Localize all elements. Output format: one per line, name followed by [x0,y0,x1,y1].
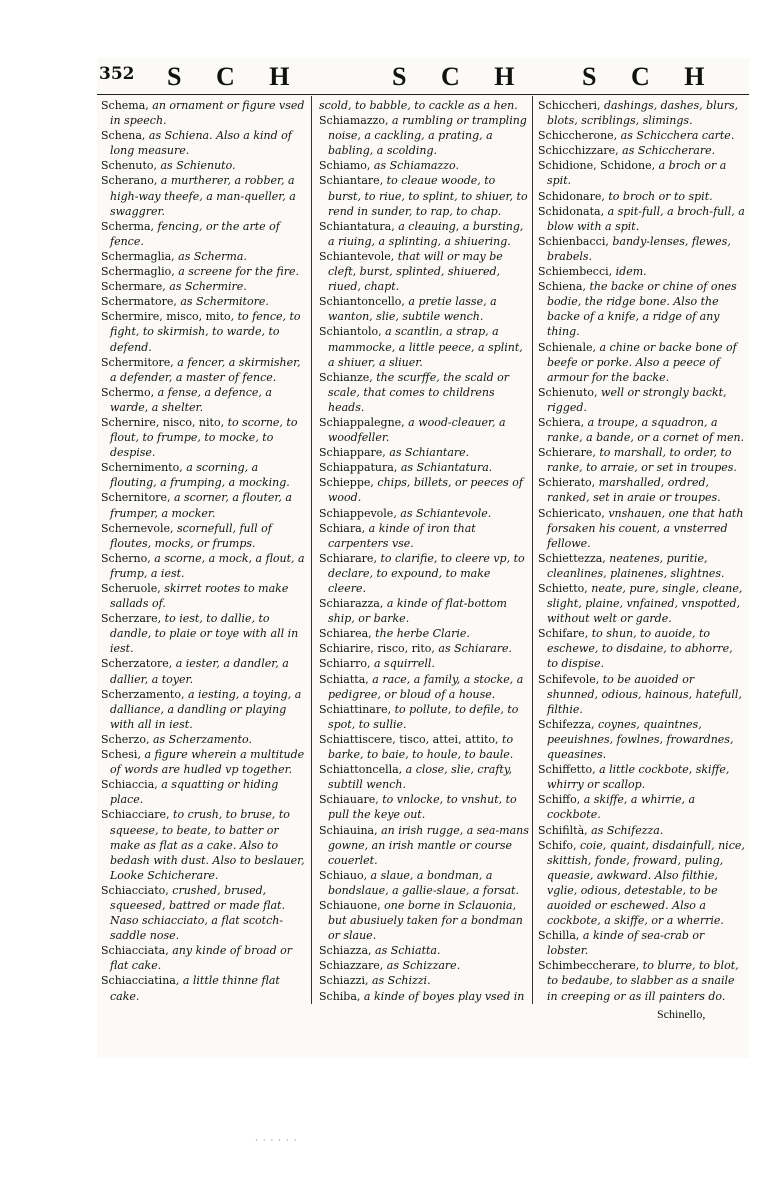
definition: a fencer, a skirmisher, a defender, a master of fence. [110,355,301,384]
headword: Schiembecci, [538,265,613,279]
definition: as Schienuto. [157,159,236,173]
definition: to iest, to dallie, to dandle, to plaie or toye with all in iest. [110,612,299,656]
definition: to scorne, to flout, to frumpe, to mocke, to despise. [110,415,298,460]
headword: Schesi, [101,748,141,762]
definition: to marshall, to order, to ranke, to arraie, or set in troupes. [547,446,737,475]
dictionary-entry [538,838,746,929]
dictionary-entry [101,551,307,581]
headword: Schidione, Schidone, [538,159,656,173]
headword: Schiattoncella, [319,763,403,777]
headword: Schiattiscere, tisco, attei, attito, [319,732,499,746]
definition: an irish rugge, a sea-mans gowne, an irish mantle or course couerlet. [328,823,529,867]
dictionary-entry [538,158,746,188]
definition: one borne in Sclauonia, but abusiuely taken for a bondman or slaue. [328,898,523,943]
headword: Schiaccia, [101,778,158,792]
definition: a squatting or hiding place. [110,778,279,807]
headword: Schiacciatina, [101,974,180,988]
column-right [538,98,746,1004]
headword: Schieppe, [319,476,374,490]
dictionary-entry [538,672,746,717]
headword: Schierato, [538,476,596,490]
dictionary-entry [538,264,746,279]
definition: a screene for the fire. [174,265,300,279]
definition: neatenes, puritie, cleanlines, plainenes, slightnes. [547,551,725,580]
definition: as Schizzi. [368,974,431,988]
headword: Schiarare, [319,551,377,565]
definition: a spit-full, a broch-full, a blow with a spit. [547,204,745,233]
definition: the scurffe, the scald or scale, that comes to childrens heads. [328,370,510,414]
definition: as Schifezza. [587,823,664,837]
dictionary-entry [538,823,746,838]
headword: Schicchizzare, [538,144,619,158]
headword: Schiffetto, [538,763,596,777]
definition: a close, slie, crafty, subtill wench. [328,763,513,792]
headword: Schiauare, [319,793,379,807]
headword: Schiara, [319,521,366,535]
headword: Schiazzare, [319,959,384,973]
definition: a murtherer, a robber, a high-way theefe, a man-queller, a swaggrer. [110,174,296,218]
definition: a cleauing, a bursting, a riuing, a splinting, a shiuering. [328,219,524,248]
headword: Schiarea, [319,627,372,641]
dictionary-entry [101,385,307,415]
definition: a little thinne flat cake. [110,974,280,1003]
definition: as Schiantatura. [397,461,493,475]
dictionary-entry [319,626,529,641]
definition: a pretie lasse, a wanton, slie, subtile wench. [328,295,497,324]
headword: Schiccheri, [538,99,601,112]
headword: Schernire, nisco, nito, [101,415,225,429]
headword: Schernimento, [101,461,183,475]
dictionary-entry [319,943,529,958]
dictionary-entry [319,475,529,505]
dictionary-entry [101,355,307,385]
dictionary-entry [538,928,746,958]
dictionary-entry [538,234,746,264]
dictionary-entry [101,687,307,732]
dictionary-entry [319,98,529,113]
definition: a broch or a spit. [547,159,727,188]
headword: Schifo, [538,838,577,852]
definition: to cleaue woode, to burst, to riue, to splint, to shiuer, to rend in sunder, to rap, to chap. [328,174,528,218]
headword: Schiantare, [319,174,384,188]
definition: to fence, to fight, to skirmish, to warde, to defend. [110,310,301,354]
catchword: Schinello, [657,1007,706,1021]
dictionary-entry [319,898,529,943]
dictionary-entry [538,340,746,385]
definition: a rumbling or trampling noise, a cackling, a prating, a babling, a scolding. [328,114,527,158]
dictionary-entry [319,445,529,460]
definition: to blurre, to blot, to bedaube, to slabber as a snaile in creeping or as ill painters do. [547,959,739,1003]
headword: Schifare, [538,627,589,641]
dictionary-entry [319,868,529,898]
definition: well or strongly backt, rigged. [547,385,727,414]
column-rule-right [532,96,533,1004]
dictionary-entry [538,506,746,551]
dictionary-entry [538,143,746,158]
headword: Schiantatura, [319,219,395,233]
dictionary-entry [319,521,529,551]
headword: Schiamo, [319,159,371,173]
definition: as Schizzare. [383,959,461,973]
definition: vnshauen, one that hath forsaken his couent, a vnsterred fellowe. [547,506,744,550]
headword: Schienuto, [538,385,598,399]
dictionary-entry [101,656,307,686]
definition: a little cockbote, skiffe, whirry or scallop. [547,763,730,792]
headword: Schienale, [538,340,596,354]
dictionary-entry [101,883,307,943]
headword: Schermaglio, [101,265,175,279]
definition: as Schiantare. [385,446,470,460]
dictionary-entry [319,958,529,973]
dictionary-entry [319,702,529,732]
dictionary-entry [319,294,529,324]
headword: Scherzare, [101,612,162,626]
definition: as Schicchera carte. [617,129,735,143]
headword: Schiacciare, [101,808,170,822]
definition: that will or may be cleft, burst, splinted, shiuered, riued, chapt. [328,249,503,294]
headword: Schermitore, [101,355,174,369]
headword: Schiappevole, [319,506,397,520]
dictionary-entry [319,596,529,626]
dictionary-entry [319,219,529,249]
headword: Scherzatore, [101,657,173,671]
definition: a chine or backe bone of beefe or porke. Also a peece of armour for the backe. [547,340,737,384]
dictionary-entry [101,943,307,973]
headword: Schermaglia, [101,249,175,263]
page-number: 352 [99,64,135,84]
headword: Schermire, misco, mito, [101,310,235,324]
dictionary-entry [101,249,307,264]
headword: Schierare, [538,446,596,460]
headword: Schiacciata, [101,944,169,958]
dictionary-entry [319,989,529,1004]
definition: as Schermire. [165,280,247,294]
definition: a figure wherein a multitude of words are hudled vp together. [110,748,305,777]
dictionary-entry [538,626,746,671]
definition: as Schiamazzo. [370,159,459,173]
headword: Schifiltà, [538,823,588,837]
dictionary-entry [538,581,746,626]
definition: scornefull, full of floutes, mocks, or frumps. [110,521,272,550]
headword: Schiauina, [319,823,378,837]
dictionary-entry [538,98,746,128]
definition: any kinde of broad or flat cake. [110,944,292,973]
dictionary-entry [101,973,307,1003]
dictionary-entry [101,732,307,747]
dictionary-entry [319,672,529,702]
definition: a kinde of flat-bottom ship, or barke. [328,597,507,626]
headword: Schermare, [101,280,166,294]
headword: Schenuto, [101,159,157,173]
headword: Schema, [101,99,149,112]
definition: a scorne, a mock, a flout, a frump, a iest. [110,551,305,580]
headword: Schidonata, [538,204,605,218]
headword: Schiba, [319,989,361,1003]
column-rule-left [311,96,312,1004]
definition: to clarifie, to cleere vp, to declare, to expound, to make cleere. [328,551,525,595]
headword: Schiantolo, [319,325,382,339]
definition: to vnlocke, to vnshut, to pull the keye out. [328,793,517,822]
headword: Scherano, [101,174,158,188]
definition: neate, pure, single, cleane, slight, plaine, vnfained, vnspotted, without welt or garde. [547,582,743,626]
dictionary-entry [101,777,307,807]
definition: dashings, dashes, blurs, blots, scriblings, slimings. [547,99,739,128]
headword: Schernevole, [101,521,174,535]
dictionary-entry [538,762,746,792]
dictionary-entry [319,460,529,475]
headword: Schiattinare, [319,702,392,716]
definition: a kinde of sea-crab or lobster. [547,929,705,958]
definition: a scorner, a flouter, a frumper, a mocker. [110,491,292,520]
dictionary-entry [101,264,307,279]
dictionary-entry [319,551,529,596]
dictionary-entry [538,204,746,234]
definition: as Scherma. [174,249,247,263]
bottom-mark: · · · · · · [255,1136,298,1146]
headword: Schifezza, [538,717,595,731]
dictionary-entry [319,370,529,415]
running-header [97,64,749,95]
definition: a squirrell. [370,657,435,671]
headword: Schiappatura, [319,461,398,475]
definition: a fense, a defence, a warde, a shelter. [110,385,272,414]
headword: Schiantoncello, [319,295,405,309]
definition: chips, billets, or peeces of wood. [328,476,523,505]
headword: Scheruole, [101,582,161,595]
definition: an ornament or figure vsed in speech. [110,99,305,128]
definition: a kinde of iron that carpenters vse. [328,521,476,550]
definition: coynes, quaintnes, peeuishnes, fowlnes, frowardnes, queasines. [547,717,734,762]
dictionary-entry [319,173,529,218]
dictionary-entry [101,309,307,354]
dictionary-entry [101,219,307,249]
dictionary-entry [101,158,307,173]
dictionary-entry [101,460,307,490]
definition: a race, a family, a stocke, a pedigree, or bloud of a house. [328,672,524,701]
dictionary-entry [319,762,529,792]
definition: a troupe, a squadron, a ranke, a bande, or a cornet of men. [547,415,745,445]
dictionary-entry [101,279,307,294]
headword: Schimbeccherare, [538,959,640,973]
column-left [101,98,307,1004]
headword: Schiarro, [319,657,371,671]
headword: Schiazza, [319,944,372,958]
headword: Scherno, [101,551,151,565]
definition: as Scherzamento. [149,732,252,746]
headword: Schidonare, [538,189,605,203]
headword: Schiauone, [319,898,381,912]
headword: Schilla, [538,929,580,943]
dictionary-entry [319,113,529,158]
definition: to shun, to auoide, to eschewe, to disdaine, to abhorre, to dispise. [547,627,733,671]
definition: coie, quaint, disdainfull, nice, skittish, fonde, froward, puling, queasie, awkward. Also filthie, vglie, odious, detestable, to be auoided or eschewed. Also a cockbote, a skiffe, or a wherrie. [547,838,745,928]
running-head-left: S C H [167,62,304,91]
headword: Schiappalegne, [319,415,405,429]
headword: Schiffo, [538,793,581,807]
dictionary-entry [319,792,529,822]
definition: to broch or to spit. [604,189,713,203]
definition: as Schiantevole. [396,506,492,520]
dictionary-entry [538,279,746,339]
definition: a slaue, a bondman, a bondslaue, a gallie-slaue, a forsat. [328,868,519,897]
dictionary-entry [319,973,529,988]
definition: as Schiccherare. [618,144,716,158]
definition: to barke, to baie, to houle, to baule. [328,732,514,762]
definition: a iesting, a toying, a dalliance, a dandling or playing with all in iest. [110,687,302,731]
definition: as Schiatta. [371,944,441,958]
headword: Schifevole, [538,672,600,686]
definition: bandy-lenses, flewes, brabels. [547,234,731,263]
dictionary-entry [319,641,529,656]
definition: a wood-cleauer, a woodfeller. [328,415,506,445]
dictionary-entry [538,189,746,204]
headword: Schiena, [538,280,586,294]
dictionary-entry [101,611,307,656]
headword: Schiarire, risco, rito, [319,642,435,656]
dictionary-entry [319,158,529,173]
dictionary-entry [101,294,307,309]
definition: as Schermitore. [176,295,269,309]
definition: to crush, to bruse, to squeese, to beate, to batter or make as flat as a cake. Also to bedash with dust. Also to beslauer, Looke Schicherare. [110,808,305,882]
dictionary-entry [101,415,307,460]
definition: scold, to babble, to cackle as a hen. [319,99,518,112]
dictionary-entry [319,249,529,294]
headword: Schiantevole, [319,249,395,263]
dictionary-entry [319,415,529,445]
dictionary-entry [538,128,746,143]
definition: the herbe Clarie. [371,627,470,641]
dictionary-entry [101,173,307,218]
headword: Schienbacci, [538,234,609,248]
headword: Schietto, [538,582,588,595]
dictionary-entry [538,385,746,415]
headword: Scherzamento, [101,687,185,701]
column-middle [319,98,529,1004]
headword: Schernitore, [101,491,171,505]
headword: Schiazzi, [319,974,369,988]
dictionary-entry [101,807,307,882]
headword: Scherzo, [101,732,150,746]
definition: skirret rootes to make sallads of. [110,582,289,611]
definition: a scantlin, a strap, a mammocke, a little peece, a splint, a shiuer, a sliuer. [328,325,523,369]
definition: a kinde of boyes play vsed in [363,989,525,1003]
dictionary-entry [319,656,529,671]
dictionary-entry [319,506,529,521]
definition: as Schiena. Also a kind of long measure. [110,129,292,158]
dictionary-page [97,58,749,1058]
dictionary-entry [538,792,746,822]
definition: marshalled, ordred, ranked, set in araie or troupes. [547,476,721,505]
dictionary-entry [538,551,746,581]
dictionary-entry [101,128,307,158]
dictionary-entry [101,490,307,520]
headword: Schiera, [538,415,585,429]
definition: crushed, brused, squeesed, battred or made flat. Naso schiacciato, a flat scotch-saddle nose. [110,883,285,943]
dictionary-entry [101,98,307,128]
headword: Schiacciato, [101,883,169,897]
dictionary-entry [538,415,746,445]
dictionary-entry [319,823,529,868]
definition: the backe or chine of ones bodie, the ridge bone. Also the backe of a knife, a ridge of any thing. [547,280,737,339]
headword: Schiatta, [319,672,369,686]
definition: a scorning, a flouting, a frumping, a mocking. [110,461,290,490]
headword: Schermo, [101,385,155,399]
headword: Schiarazza, [319,597,384,611]
dictionary-entry [538,958,746,1003]
headword: Schiccherone, [538,129,618,143]
dictionary-entry [319,732,529,762]
dictionary-entry [101,747,307,777]
headword: Scherma, [101,219,155,233]
dictionary-entry [538,717,746,762]
headword: Schermatore, [101,295,177,309]
definition: fencing, or the arte of fence. [110,219,280,248]
dictionary-entry [319,324,529,369]
running-head-center: S C H [392,62,529,91]
running-head-right: S C H [582,62,719,91]
headword: Schiettezza, [538,551,606,565]
definition: a iester, a dandler, a dallier, a toyer. [110,657,289,686]
dictionary-entry [538,445,746,475]
headword: Schianze, [319,370,373,384]
definition: to pollute, to defile, to spot, to sullie. [328,702,519,731]
definition: idem. [612,265,647,279]
dictionary-entry [101,521,307,551]
headword: Schena, [101,129,146,143]
dictionary-entry [101,581,307,611]
definition: a skiffe, a whirrie, a cockbote. [547,793,696,822]
definition: as Schiarare. [434,642,513,656]
headword: Schiappare, [319,446,386,460]
dictionary-entry [538,475,746,505]
headword: Schiamazzo, [319,114,389,128]
definition: to be auoided or shunned, odious, hainous, hatefull, filthie. [547,672,742,716]
headword: Schiericato, [538,506,605,520]
headword: Schiauo, [319,868,368,882]
